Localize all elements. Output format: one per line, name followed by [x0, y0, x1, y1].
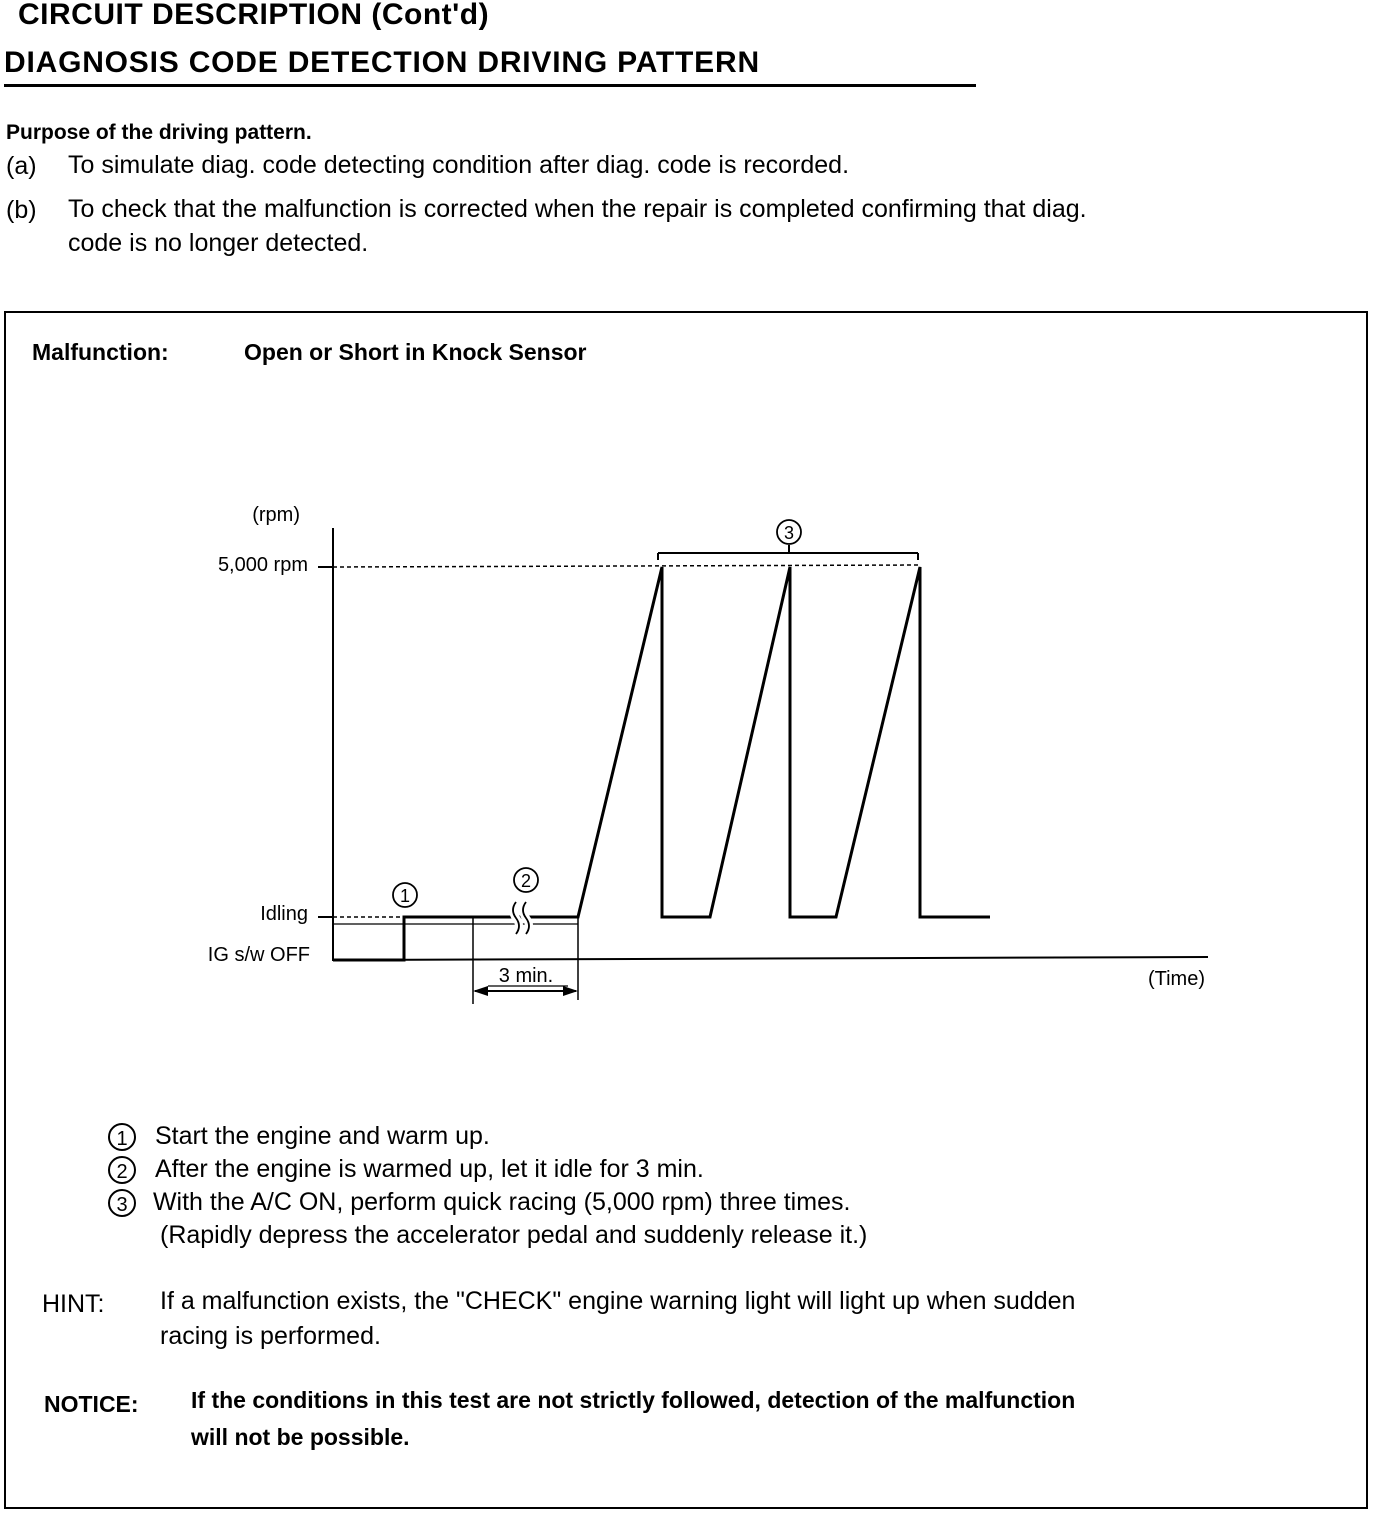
page-title: CIRCUIT DESCRIPTION (Cont'd) [18, 0, 490, 31]
purpose-item-b-text-line1: To check that the malfunction is corrected when the repair is completed confirming that diag. [68, 195, 1087, 223]
malfunction-label: Malfunction: [32, 339, 169, 365]
y-tick-label-idling: Idling [260, 903, 308, 925]
duration-arrowhead-left [473, 986, 488, 996]
step-3 [108, 1188, 850, 1217]
hint-text-line1: If a malfunction exists, the "CHECK" engine warning light will light up when sudden [160, 1287, 1076, 1315]
y-tick-label-5000: 5,000 rpm [217, 554, 308, 576]
hint-text-line2: racing is performed. [160, 1322, 381, 1350]
duration-label: 3 min. [498, 965, 554, 987]
x-axis [333, 957, 1208, 960]
purpose-item-a-marker: (a) [6, 152, 37, 180]
step-number-badge: 3 [108, 1189, 136, 1217]
notice-label: NOTICE: [44, 1391, 139, 1417]
step-text: Start the engine and warm up. [154, 1122, 490, 1150]
purpose-heading: Purpose of the driving pattern. [6, 121, 312, 144]
step-number-badge: 1 [108, 1123, 136, 1151]
y-tick-label-ig-off: IG s/w OFF [207, 944, 310, 966]
step2-marker-number: 2 [520, 871, 532, 891]
duration-arrowhead-right [563, 986, 578, 996]
purpose-item-b-text-line2: code is no longer detected. [68, 229, 369, 257]
gridline-5000 [333, 565, 921, 567]
x-axis-label: (Time) [1147, 968, 1205, 990]
malfunction-value: Open or Short in Knock Sensor [244, 339, 587, 365]
step-1 [108, 1122, 490, 1151]
notice-text-line1: If the conditions in this test are not strictly followed, detection of the malfunction [191, 1387, 1076, 1413]
y-axis-label: (rpm) [252, 504, 300, 526]
purpose-item-b-marker: (b) [6, 196, 37, 224]
step-2 [108, 1155, 704, 1184]
step-3-line2: (Rapidly depress the accelerator pedal and suddenly release it.) [160, 1221, 868, 1249]
purpose-item-a-text: To simulate diag. code detecting condition after diag. code is recorded. [68, 151, 850, 179]
hint-label: HINT: [42, 1290, 105, 1318]
rpm-series-line [333, 567, 990, 960]
section-title: DIAGNOSIS CODE DETECTION DRIVING PATTERN [4, 46, 760, 79]
step-text: With the A/C ON, perform quick racing (5,000 rpm) three times. [152, 1188, 851, 1216]
step1-marker-number: 1 [399, 886, 411, 906]
step3-marker-number: 3 [783, 523, 795, 543]
step-number-badge: 2 [108, 1156, 136, 1184]
notice-text-line2: will not be possible. [191, 1424, 410, 1450]
step-text: After the engine is warmed up, let it idle for 3 min. [154, 1155, 704, 1183]
